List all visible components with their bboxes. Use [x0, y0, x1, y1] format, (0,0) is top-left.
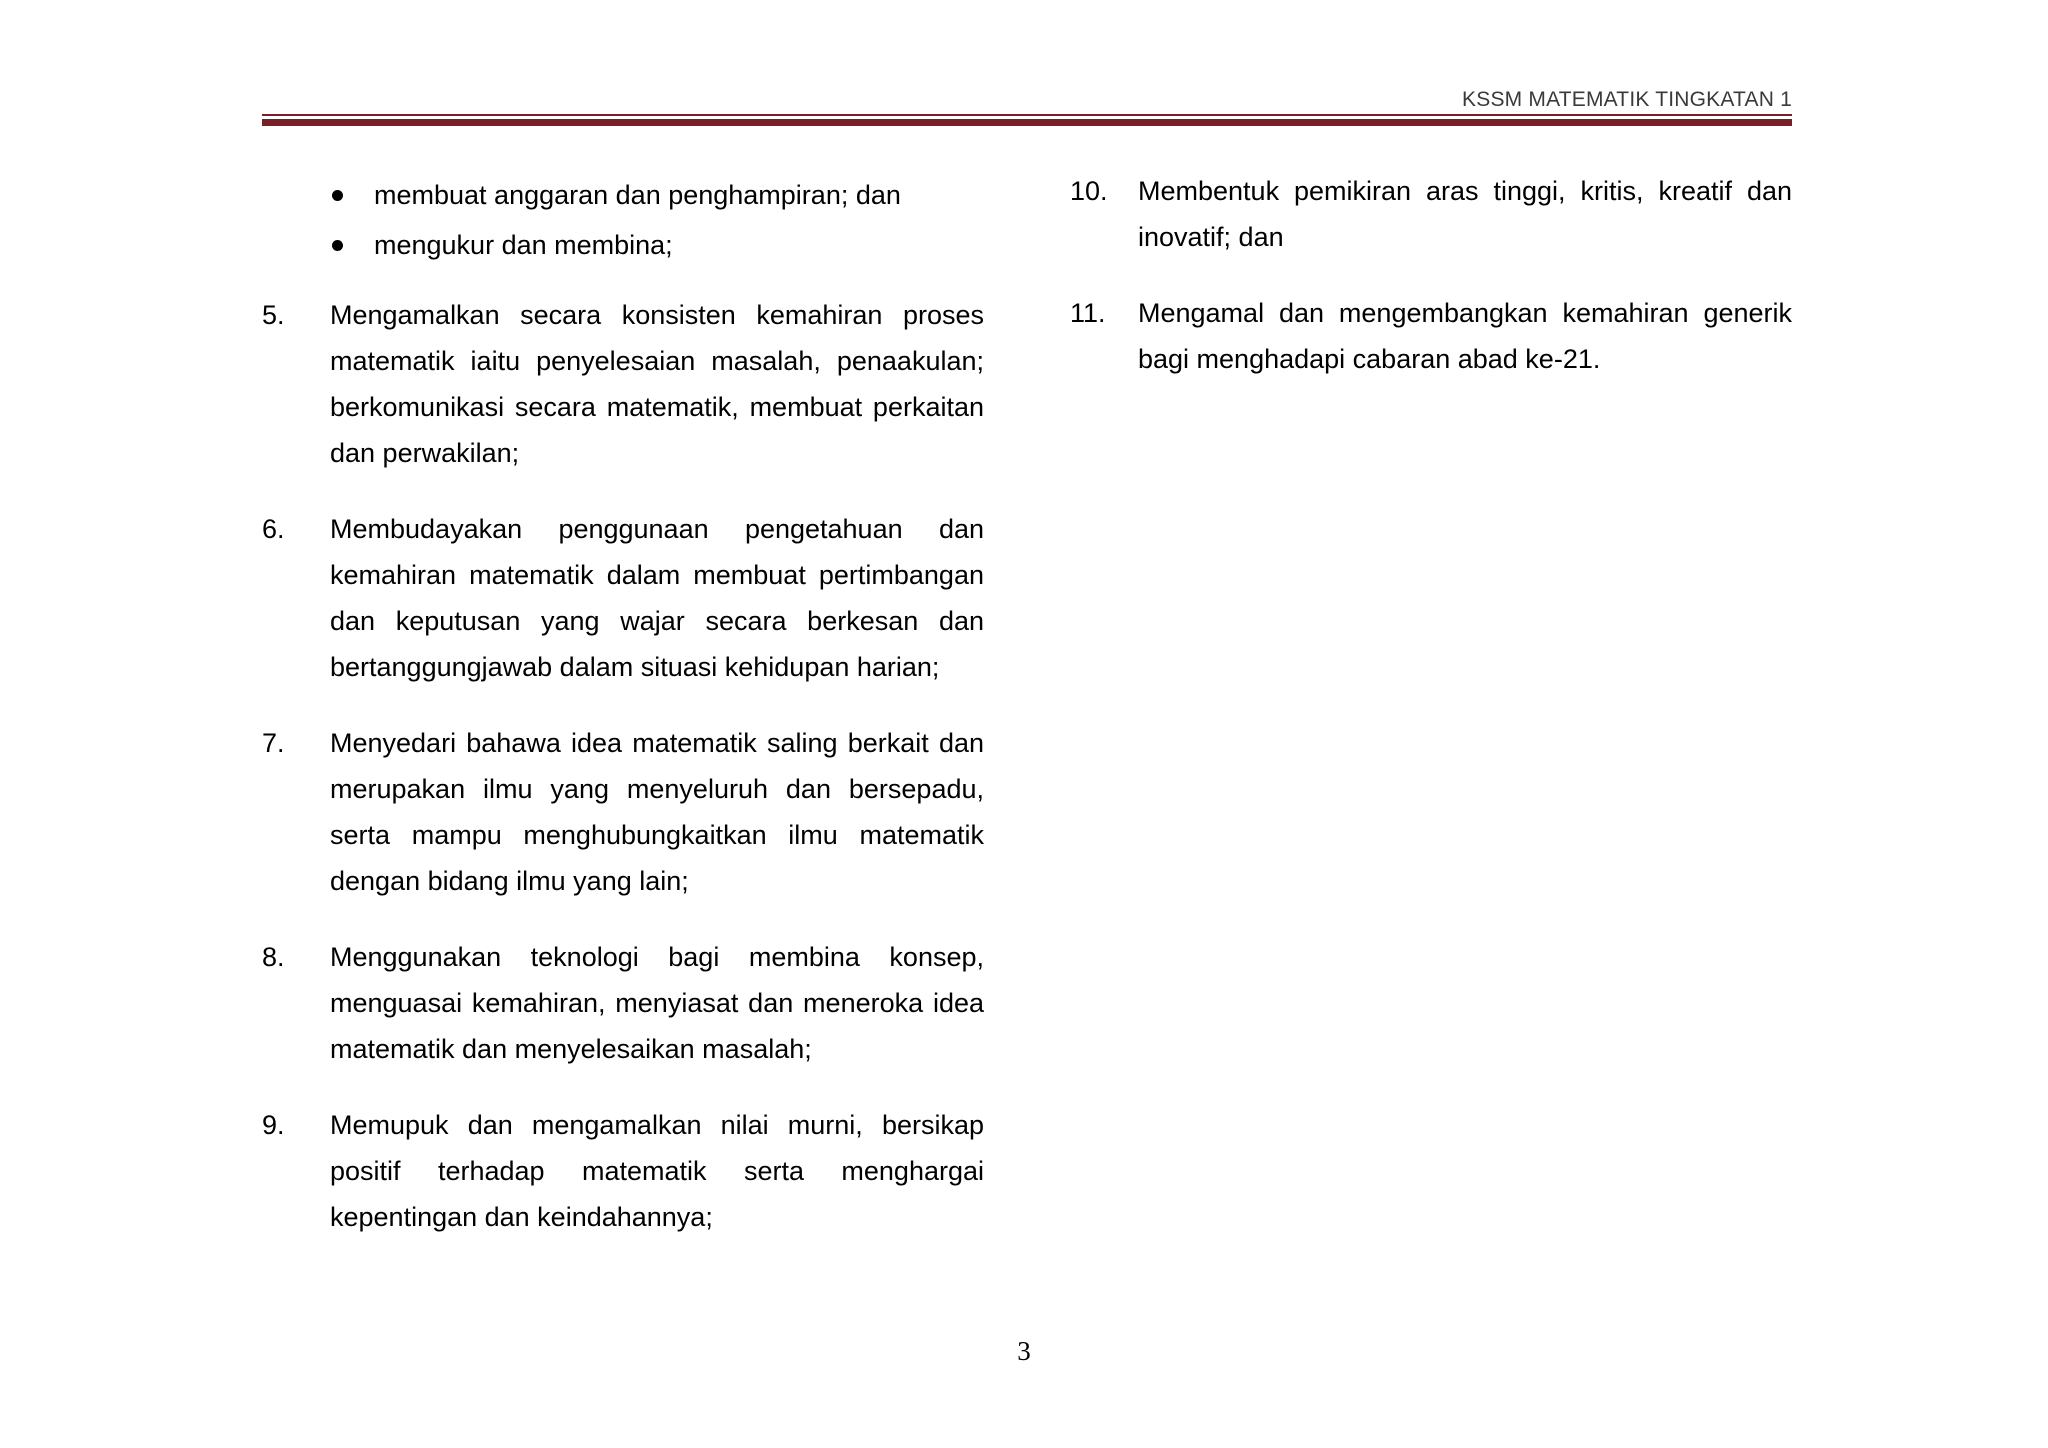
bullet-text: membuat anggaran dan penghampiran; dan [374, 180, 901, 210]
bullet-list [262, 172, 984, 268]
objective-text: Mengamalkan secara konsisten kemahiran proses matematik iaitu penyelesaian masalah, penaakulan; berkomunikasi secara matematik, membuat perkaitan dan perwakilan; [330, 300, 984, 468]
bullet-text: mengukur dan membina; [374, 230, 673, 260]
header-rule-thick [262, 119, 1792, 126]
bullet-item [262, 172, 984, 218]
objective-item-11 [1070, 290, 1792, 382]
objective-text: Membudayakan penggunaan pengetahuan dan kemahiran matematik dalam membuat pertimbangan dan keputusan yang wajar secara berkesan dan bertanggungjawab dalam situasi kehidupan harian; [330, 514, 984, 682]
objective-item-6 [262, 506, 984, 690]
left-column [262, 172, 984, 1270]
page-number: 3 [1017, 1336, 1031, 1366]
objective-number: 6. [262, 514, 285, 544]
objective-text: Menggunakan teknologi bagi membina konsep, menguasai kemahiran, menyiasat dan meneroka idea matematik dan menyelesaikan masalah; [330, 942, 984, 1064]
objective-text: Membentuk pemikiran aras tinggi, kritis, kreatif dan inovatif; dan [1138, 176, 1792, 252]
header-rule-thin [262, 114, 1792, 116]
bullet-dot-icon [332, 190, 343, 201]
objective-text: Memupuk dan mengamalkan nilai murni, bersikap positif terhadap matematik serta menghargai kepentingan dan keindahannya; [330, 1110, 984, 1232]
objective-item-7 [262, 720, 984, 904]
objective-item-5 [262, 292, 984, 476]
header-title: KSSM MATEMATIK TINGKATAN 1 [1462, 88, 1792, 111]
bullet-item [262, 222, 984, 268]
objective-number: 7. [262, 728, 285, 758]
objective-number: 10. [1070, 176, 1108, 206]
objective-item-9 [262, 1102, 984, 1240]
objective-text: Menyedari bahawa idea matematik saling berkait dan merupakan ilmu yang menyeluruh dan bersepadu, serta mampu menghubungkaitkan ilmu matematik dengan bidang ilmu yang lain; [330, 728, 984, 896]
objective-number: 11. [1070, 298, 1106, 328]
bullet-dot-icon [332, 240, 343, 251]
objective-item-10 [1070, 168, 1792, 260]
objective-number: 8. [262, 942, 285, 972]
objective-text: Mengamal dan mengembangkan kemahiran generik bagi menghadapi cabaran abad ke-21. [1138, 298, 1792, 374]
right-column [1070, 168, 1792, 412]
objective-item-8 [262, 934, 984, 1072]
objective-number: 5. [262, 300, 285, 330]
objective-number: 9. [262, 1110, 285, 1140]
